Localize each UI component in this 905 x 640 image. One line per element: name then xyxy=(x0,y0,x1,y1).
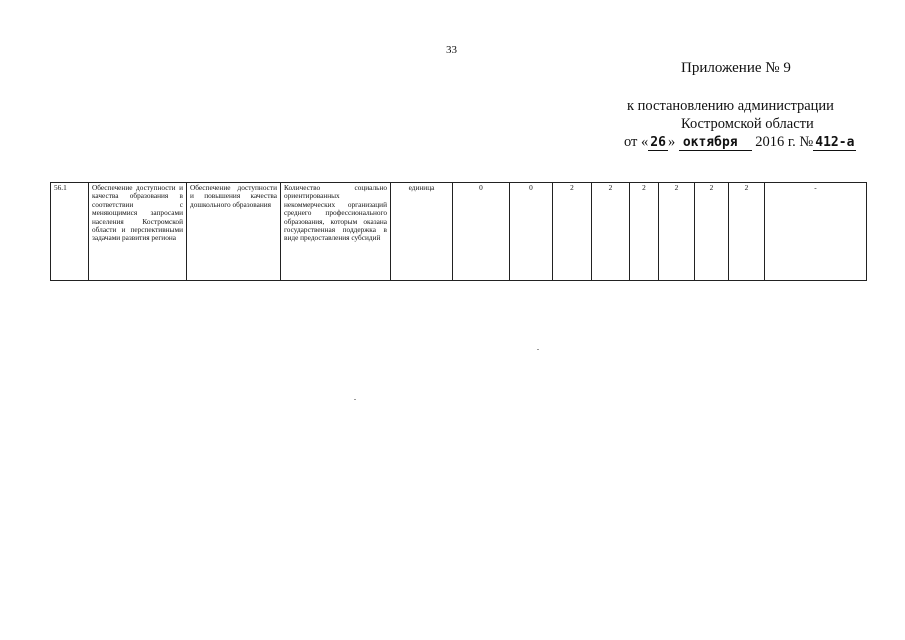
row-value-7: 2 xyxy=(695,183,729,281)
row-value-3: 2 xyxy=(553,183,592,281)
row-indicator: Количество социально ориентированных некоммерческих организаций среднего профессионального образования, которым оказана государственная поддержка в виде предоставления субсидий xyxy=(281,183,391,281)
resolution-date-number xyxy=(624,134,856,151)
scan-speck xyxy=(354,399,356,400)
resolution-number: 412-а xyxy=(815,135,855,150)
from-prefix: от « xyxy=(624,134,649,150)
scan-speck xyxy=(537,349,539,350)
row-code: 56.1 xyxy=(51,183,89,281)
annex-title: Приложение № 9 xyxy=(681,60,791,76)
row-value-2: 0 xyxy=(510,183,553,281)
row-unit: единица xyxy=(391,183,453,281)
row-value-6: 2 xyxy=(659,183,695,281)
page-number: 33 xyxy=(446,44,457,56)
table-row xyxy=(51,183,867,281)
row-value-4: 2 xyxy=(592,183,630,281)
resolution-month: октября xyxy=(679,135,752,151)
row-task: Обеспечение доступности и повышения качества дошкольного образования xyxy=(187,183,281,281)
resolution-line-2: Костромской области xyxy=(681,116,814,132)
row-value-8: 2 xyxy=(729,183,765,281)
resolution-line-1: к постановлению администрации xyxy=(627,98,834,114)
indicators-table xyxy=(50,182,867,281)
row-value-5: 2 xyxy=(630,183,659,281)
row-goal: Обеспечение доступности и качества образования в соответствии с меняющимися запросами населения Костромской области и перспективными задачами развития региона xyxy=(89,183,187,281)
row-note: - xyxy=(765,183,867,281)
resolution-day: 26 xyxy=(650,135,666,150)
resolution-year: 2016 г. № xyxy=(755,134,814,150)
quote-close: » xyxy=(667,134,676,150)
row-value-1: 0 xyxy=(453,183,510,281)
